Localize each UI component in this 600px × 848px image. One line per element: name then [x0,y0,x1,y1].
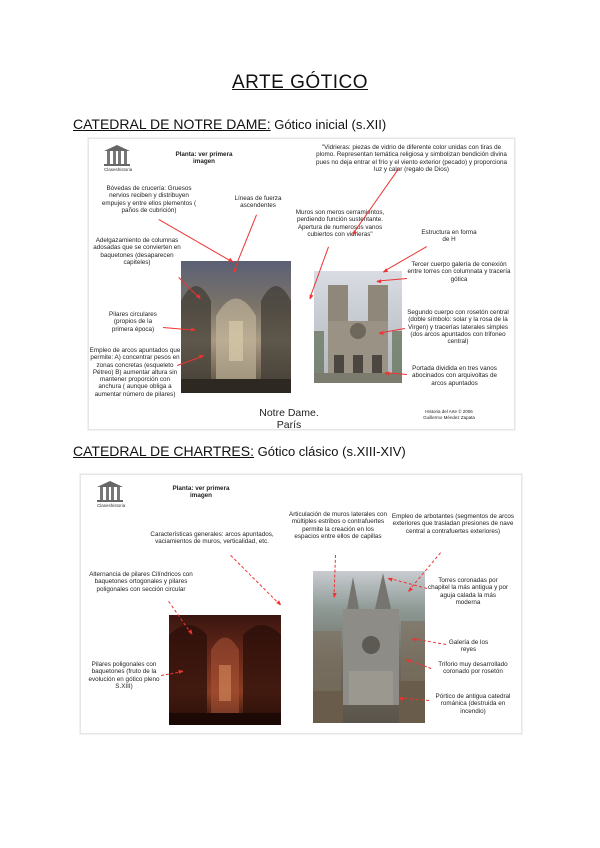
notre-dame-slide [88,138,515,430]
section1-heading-title: CATEDRAL DE NOTRE DAME: [73,116,271,132]
empleo-arbotantes-label: Empleo de arbotantes (segmentos de arcos exteriores que trasladan presiones de nave central a contrafuertes exteriores) [391,513,515,535]
chartres-interior-photo [169,615,281,725]
planta-label-2: Planta: ver primera imagen [172,485,230,500]
notre-dame-interior-photo [181,261,291,393]
section1-heading-subtitle: Gótico inicial (s.XII) [270,117,387,132]
logo-text: Claseshistoria [104,167,133,172]
muros-label: Muros son meros cerramientos, perdiendo función sustentante. Apertura de numerosos vanos cubiertos con vidrieras" [295,209,385,238]
pilares-poligonales-label: Pilares poligonales con baquetones (fruto de la evolución en gótico pleno S.XIII) [88,661,160,690]
segundo-cuerpo-label: Segundo cuerpo con rosetón central (doble símbolo: solar y la rosa de la Virgen) y tracerías laterales simples (dos arcos apuntados con trifoneo central) [407,309,509,346]
caption-paris: París [276,419,302,430]
section2-heading-subtitle: Gótico clásico (s.XIII-XIV) [254,444,406,459]
pilares-label: Pilares circulares (propios de la primera época) [109,311,157,333]
estructura-label: Estructura en forma de H [421,229,477,244]
arrow-caracteristicas [230,555,280,605]
notre-dame-facade-photo [314,271,402,383]
portada-label: Portada dividida en tres vanos abocinados con arquivoltas de arcos apuntados [411,365,498,387]
section2-heading [73,443,406,459]
section1-heading [73,116,386,132]
logo-text-2: Claseshistoria [97,503,126,508]
caption-notre-dame: Notre Dame. [259,407,319,419]
chartres-slide [80,474,522,734]
portico-label: Pórtico de antigua catedral románica (destruida en incendio) [435,693,511,715]
claseshistoria-logo-icon-2 [97,481,126,508]
galeria-label: Galería de los reyes [448,639,489,654]
chartres-exterior-photo [313,571,425,723]
planta-label: Planta: ver primera imagen [175,151,233,166]
bovedas-label: Bóvedas de crucería: Gruesos nervios reciben y distribuyen empujes y entre ellos plementos ( paños de cubrición) [101,185,197,214]
arrow-pilares [163,327,195,331]
lineas-label: Líneas de fuerza ascendentes [234,195,282,210]
section2-heading-title: CATEDRAL DE CHARTRES: [73,443,254,459]
empleo-arcos-label: Empleo de arcos apuntados que permite: A) concentrar pesos en zonas concretas (esqueleto Pétreo) B) aumentar altura sin mantener proporción con anchura ( aunque obliga a aumentar número de pilares) [89,347,181,398]
claseshistoria-logo-icon [104,145,133,172]
vidrieras-label: "Vidrieras: piezas de vidrio de diferente color unidas con tiras de plomo. Representan temática religiosa y simbolizan bendición divina pues no deja entrar el frío y el viento exterior (pecado) y proporciona luz y calor (regalo de Dios) [315,144,508,173]
adelgazamiento-label: Adelgazamiento de columnas adosadas que se convierten en baquetones (desaparecen capiteles) [93,237,181,266]
articulacion-label: Articulación de muros laterales con múltiples estribos o contrafuertes permite la creación en los espacios entre ellos de capillas [289,511,387,540]
page-title: ARTE GÓTICO [231,72,369,93]
tercer-cuerpo-label: Tercer cuerpo galería de conexión entre torres con columnata y tracería gótica [407,261,511,283]
caracteristicas-label: Características generales: arcos apuntados, vaciamientos de muros, verticalidad, etc. [150,531,274,546]
credit-text: Historia del Arte © 2006 Guillermo Méndez Zapata [423,409,475,420]
torres-label: Torres coronadas por chapitel la más antigua y por aguja calada la más moderna [427,577,509,606]
alternancia-label: Alternancia de pilares Cilíndricos con baquetones ortogonales y pilares poligonales con sección circular [89,571,193,593]
triforio-label: Triforio muy desarrollado coronado por rosetón [438,661,508,676]
